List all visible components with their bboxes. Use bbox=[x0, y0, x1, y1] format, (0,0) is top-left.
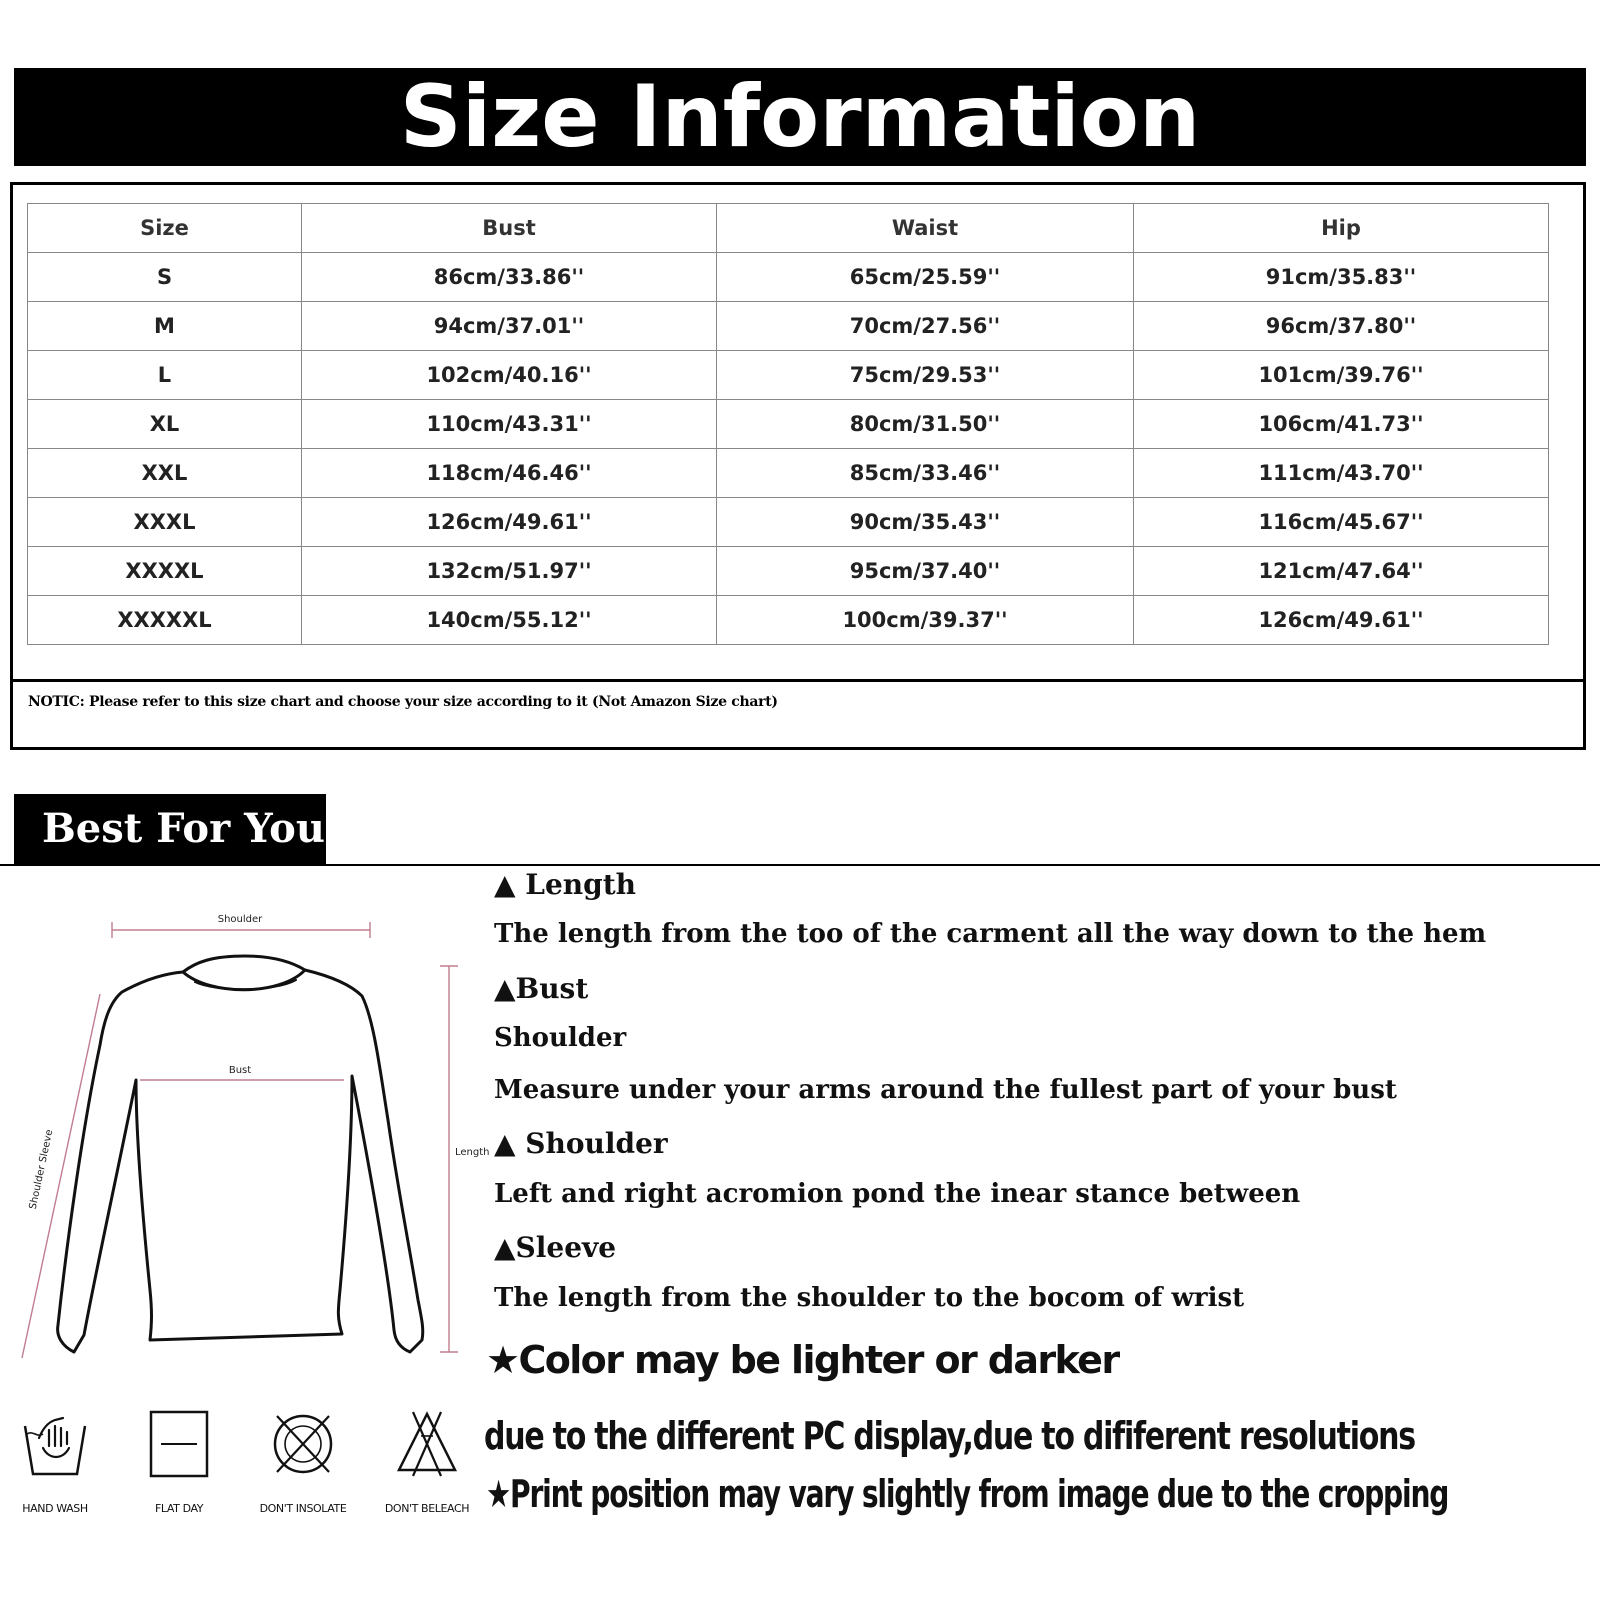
care-do-not-insolate bbox=[248, 1408, 358, 1515]
table-header-row bbox=[28, 204, 1549, 253]
cell-size: XXXXL bbox=[28, 547, 302, 596]
cell-waist: 80cm/31.50'' bbox=[717, 400, 1134, 449]
cell-waist: 95cm/37.40'' bbox=[717, 547, 1134, 596]
cell-hip: 106cm/41.73'' bbox=[1134, 400, 1549, 449]
table-row bbox=[28, 253, 1549, 302]
care-do-not-bleach bbox=[372, 1408, 482, 1515]
do-not-insolate-icon bbox=[267, 1408, 339, 1480]
table-row bbox=[28, 400, 1549, 449]
cell-size: XXL bbox=[28, 449, 302, 498]
cell-hip: 101cm/39.76'' bbox=[1134, 351, 1549, 400]
color-note: ★Color may be lighter or darker bbox=[486, 1338, 1119, 1382]
table-row bbox=[28, 449, 1549, 498]
cell-bust: 102cm/40.16'' bbox=[302, 351, 717, 400]
best-for-you-label: Best For You bbox=[42, 805, 325, 852]
cell-size: XL bbox=[28, 400, 302, 449]
cell-bust: 140cm/55.12'' bbox=[302, 596, 717, 645]
shoulder-heading: ▲ Shoulder bbox=[494, 1127, 668, 1160]
cell-bust: 132cm/51.97'' bbox=[302, 547, 717, 596]
flat-dry-icon bbox=[143, 1408, 215, 1480]
header-size: Size bbox=[28, 204, 302, 253]
cell-size: L bbox=[28, 351, 302, 400]
cell-waist: 65cm/25.59'' bbox=[717, 253, 1134, 302]
care-label: HAND WASH bbox=[22, 1502, 88, 1515]
table-row bbox=[28, 547, 1549, 596]
sweatshirt-outline bbox=[58, 956, 423, 1352]
notice-divider bbox=[10, 679, 1586, 682]
cell-hip: 111cm/43.70'' bbox=[1134, 449, 1549, 498]
care-label: DON'T INSOLATE bbox=[259, 1502, 347, 1515]
table-row bbox=[28, 498, 1549, 547]
best-for-you-tab bbox=[14, 794, 326, 864]
length-description: The length from the too of the carment all the way down to the hem bbox=[494, 919, 1487, 949]
bust-description: Measure under your arms around the fullest part of your bust bbox=[494, 1075, 1397, 1105]
length-heading: ▲ Length bbox=[494, 868, 637, 901]
print-note: ★Print position may vary slightly from image due to the cropping bbox=[486, 1472, 1449, 1516]
care-label: FLAT DAY bbox=[154, 1502, 204, 1515]
bust-heading: ▲Bust bbox=[494, 972, 589, 1005]
cell-bust: 86cm/33.86'' bbox=[302, 253, 717, 302]
care-hand-wash bbox=[0, 1408, 110, 1515]
cell-hip: 121cm/47.64'' bbox=[1134, 547, 1549, 596]
care-flat-dry bbox=[124, 1408, 234, 1515]
cell-waist: 90cm/35.43'' bbox=[717, 498, 1134, 547]
cell-size: S bbox=[28, 253, 302, 302]
cell-bust: 118cm/46.46'' bbox=[302, 449, 717, 498]
shoulder-label: Shoulder bbox=[217, 914, 263, 925]
cell-size: XXXL bbox=[28, 498, 302, 547]
do-not-bleach-icon bbox=[391, 1408, 463, 1480]
size-notice: NOTIC: Please refer to this size chart and choose your size according to it (Not Amazon Size chart) bbox=[28, 694, 778, 710]
table-row bbox=[28, 351, 1549, 400]
bust-label: Bust bbox=[228, 1065, 252, 1076]
cell-bust: 126cm/49.61'' bbox=[302, 498, 717, 547]
title-banner bbox=[14, 68, 1586, 166]
cell-size: XXXXXL bbox=[28, 596, 302, 645]
cell-waist: 100cm/39.37'' bbox=[717, 596, 1134, 645]
length-label: Length bbox=[455, 1147, 490, 1158]
cell-hip: 116cm/45.67'' bbox=[1134, 498, 1549, 547]
cell-waist: 75cm/29.53'' bbox=[717, 351, 1134, 400]
cell-hip: 126cm/49.61'' bbox=[1134, 596, 1549, 645]
section-rule bbox=[0, 864, 1600, 866]
sleeve-description: The length from the shoulder to the bocom of wrist bbox=[494, 1283, 1245, 1313]
cell-waist: 70cm/27.56'' bbox=[717, 302, 1134, 351]
cell-size: M bbox=[28, 302, 302, 351]
sleeve-label: Shoulder Sleeve bbox=[27, 1128, 56, 1211]
cell-hip: 91cm/35.83'' bbox=[1134, 253, 1549, 302]
shoulder-description: Left and right acromion pond the inear stance between bbox=[494, 1179, 1301, 1209]
cell-bust: 94cm/37.01'' bbox=[302, 302, 717, 351]
cell-hip: 96cm/37.80'' bbox=[1134, 302, 1549, 351]
header-hip: Hip bbox=[1134, 204, 1549, 253]
color-note-detail: due to the different PC display,due to dififerent resolutions bbox=[484, 1414, 1415, 1458]
sweatshirt-diagram bbox=[0, 870, 490, 1390]
page-title: Size Information bbox=[399, 67, 1201, 167]
bust-subheading: Shoulder bbox=[494, 1023, 627, 1053]
sleeve-heading: ▲Sleeve bbox=[494, 1231, 617, 1264]
header-waist: Waist bbox=[717, 204, 1134, 253]
hand-wash-icon bbox=[19, 1408, 91, 1480]
table-row bbox=[28, 302, 1549, 351]
care-label: DON'T BELEACH bbox=[384, 1502, 470, 1515]
size-table bbox=[27, 203, 1549, 645]
header-bust: Bust bbox=[302, 204, 717, 253]
cell-waist: 85cm/33.46'' bbox=[717, 449, 1134, 498]
measure-lines bbox=[22, 922, 458, 1358]
table-row bbox=[28, 596, 1549, 645]
cell-bust: 110cm/43.31'' bbox=[302, 400, 717, 449]
